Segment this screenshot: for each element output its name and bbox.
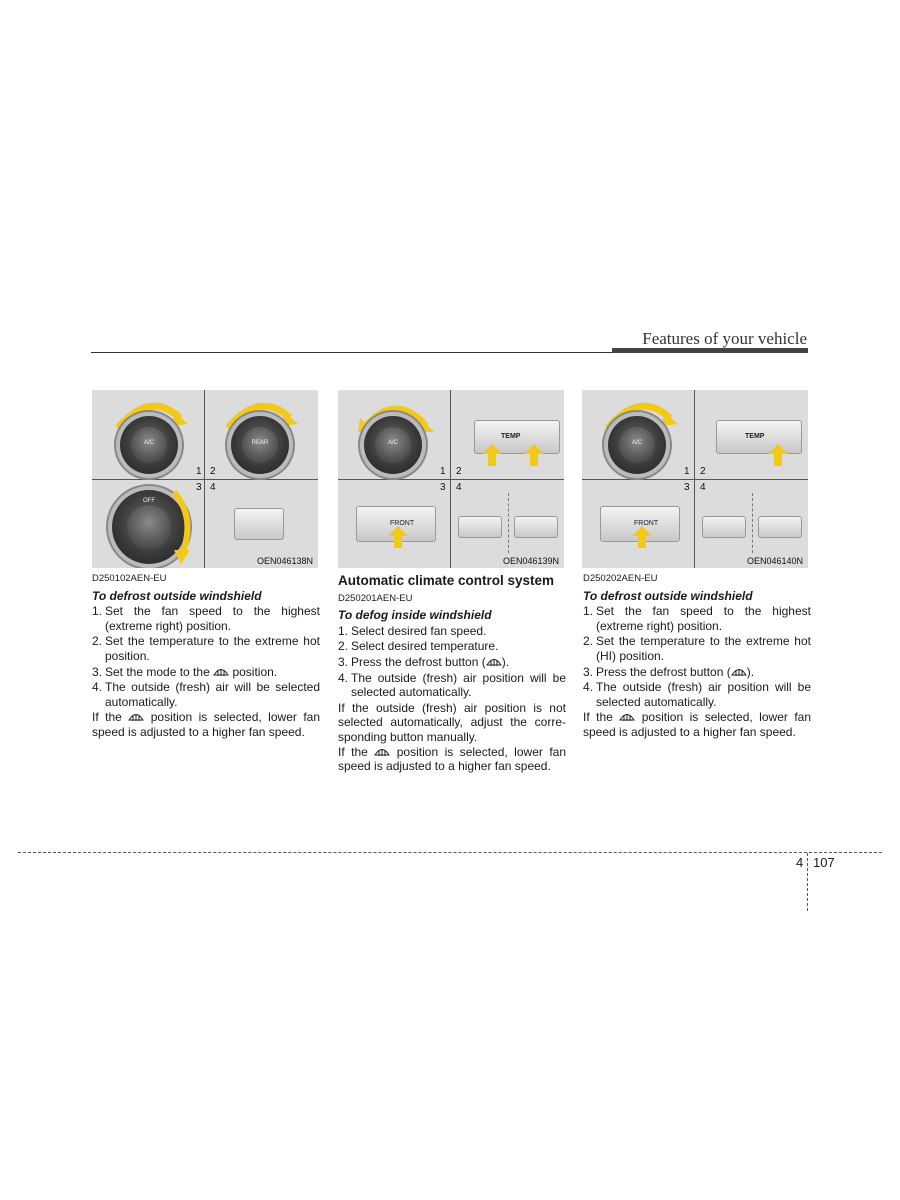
air-intake-button bbox=[458, 516, 502, 538]
figure-code: OEN046138N bbox=[257, 556, 314, 566]
section-code: D250201AEN-EU bbox=[338, 592, 413, 604]
column-manual-defrost bbox=[92, 572, 320, 740]
page-number: 107 bbox=[813, 855, 835, 870]
defrost-icon bbox=[374, 746, 390, 757]
air-intake-button bbox=[702, 516, 746, 538]
front-label: FRONT bbox=[634, 520, 659, 527]
list-item: 3. Press the defrost button ( ). bbox=[338, 654, 510, 669]
fan-speed-knob: A/C bbox=[608, 416, 666, 474]
note-paragraph: If the position is selected, lower fan speed is adjusted to a higher fan speed. bbox=[92, 710, 320, 739]
list-item: 4. The outside (fresh) air position will be selected automatically. bbox=[583, 680, 811, 709]
figure-divider bbox=[582, 479, 808, 480]
figure-manual-climate-defrost bbox=[92, 390, 318, 568]
quadrant-label: 4 bbox=[700, 482, 706, 493]
temperature-knob: REAR bbox=[231, 416, 289, 474]
column-automatic-defog bbox=[338, 574, 566, 774]
section-code: D250102AEN-EU bbox=[92, 573, 167, 584]
defrost-icon bbox=[731, 666, 747, 677]
air-intake-button bbox=[514, 516, 558, 538]
column-automatic-defrost bbox=[583, 572, 811, 740]
steps-list bbox=[583, 604, 811, 709]
figure-divider bbox=[752, 493, 753, 553]
quadrant-label: 3 bbox=[684, 482, 690, 493]
list-item: 2. Select desired temperature. bbox=[338, 639, 499, 654]
section-number: 4 bbox=[796, 855, 804, 870]
footer-rule bbox=[18, 852, 882, 853]
page-header-title: Features of your vehicle bbox=[642, 329, 807, 348]
header-rule-accent bbox=[612, 348, 808, 353]
section-heading: Automatic climate control system bbox=[338, 573, 555, 588]
body-paragraph: If the outside (fresh) air position is not selected automatically, adjust the corre- sponding button manually. bbox=[338, 700, 566, 744]
quadrant-label: 1 bbox=[440, 466, 446, 477]
figure-divider bbox=[338, 479, 564, 480]
quadrant-label: 2 bbox=[456, 466, 462, 477]
defrost-icon bbox=[619, 711, 635, 722]
list-item: 3. Set the mode to the position. bbox=[92, 664, 278, 679]
quadrant-label: 3 bbox=[196, 482, 202, 493]
press-arrow-icon bbox=[482, 444, 552, 466]
list-item: 1. Set the fan speed to the highest (extreme right) position. bbox=[583, 604, 811, 633]
note-paragraph: If the position is selected, lower fan speed is adjusted to a higher fan speed. bbox=[338, 744, 566, 774]
figure-code: OEN046140N bbox=[747, 556, 804, 566]
temp-label: TEMP bbox=[745, 433, 765, 440]
figure-automatic-climate-defog bbox=[338, 390, 564, 568]
mode-knob: OFF bbox=[112, 490, 186, 564]
quadrant-label: 2 bbox=[700, 466, 706, 477]
list-item: 1. Set the fan speed to the highest (extreme right) position. bbox=[92, 604, 320, 633]
list-item: 3. Press the defrost button ( ). bbox=[583, 664, 755, 679]
list-item: 4. The outside (fresh) air position will be selected automatically. bbox=[338, 670, 566, 700]
front-label: FRONT bbox=[390, 520, 415, 527]
quadrant-label: 4 bbox=[456, 482, 462, 493]
quadrant-label: 1 bbox=[684, 466, 690, 477]
fan-speed-knob: A/C bbox=[120, 416, 178, 474]
list-item: 1. Select desired fan speed. bbox=[338, 623, 487, 638]
rotate-arrow-icon bbox=[170, 488, 200, 568]
defrost-button-panel bbox=[234, 508, 284, 540]
section-subheading: To defrost outside windshield bbox=[583, 588, 753, 603]
figure-automatic-climate-defrost bbox=[582, 390, 808, 568]
fan-speed-knob: A/C bbox=[364, 416, 422, 474]
quadrant-label: 4 bbox=[210, 482, 216, 493]
quadrant-label: 1 bbox=[196, 466, 202, 477]
steps-list bbox=[92, 604, 320, 709]
figure-divider bbox=[92, 479, 318, 480]
list-item: 2. Set the temperature to the extreme hot (HI) position. bbox=[583, 634, 811, 663]
list-item: 2. Set the temperature to the extreme hot position. bbox=[92, 634, 320, 663]
press-arrow-icon bbox=[388, 526, 408, 548]
quadrant-label: 3 bbox=[440, 482, 446, 493]
defrost-icon bbox=[213, 666, 229, 677]
quadrant-label: 2 bbox=[210, 466, 216, 477]
note-paragraph: If the position is selected, lower fan speed is adjusted to a higher fan speed. bbox=[583, 710, 811, 739]
list-item: 4. The outside (fresh) air will be selected automatically. bbox=[92, 680, 320, 709]
defrost-icon bbox=[128, 711, 144, 722]
section-subheading: To defog inside windshield bbox=[338, 608, 492, 623]
defrost-icon bbox=[486, 656, 502, 667]
press-arrow-icon bbox=[632, 526, 652, 548]
figure-code: OEN046139N bbox=[503, 556, 560, 566]
footer-divider bbox=[807, 853, 808, 911]
air-intake-button bbox=[758, 516, 802, 538]
temp-label: TEMP bbox=[501, 433, 521, 440]
steps-list bbox=[338, 624, 566, 700]
section-code: D250202AEN-EU bbox=[583, 573, 658, 584]
figure-divider bbox=[508, 493, 509, 553]
section-subheading: To defrost outside windshield bbox=[92, 588, 262, 603]
press-arrow-icon bbox=[768, 444, 788, 466]
